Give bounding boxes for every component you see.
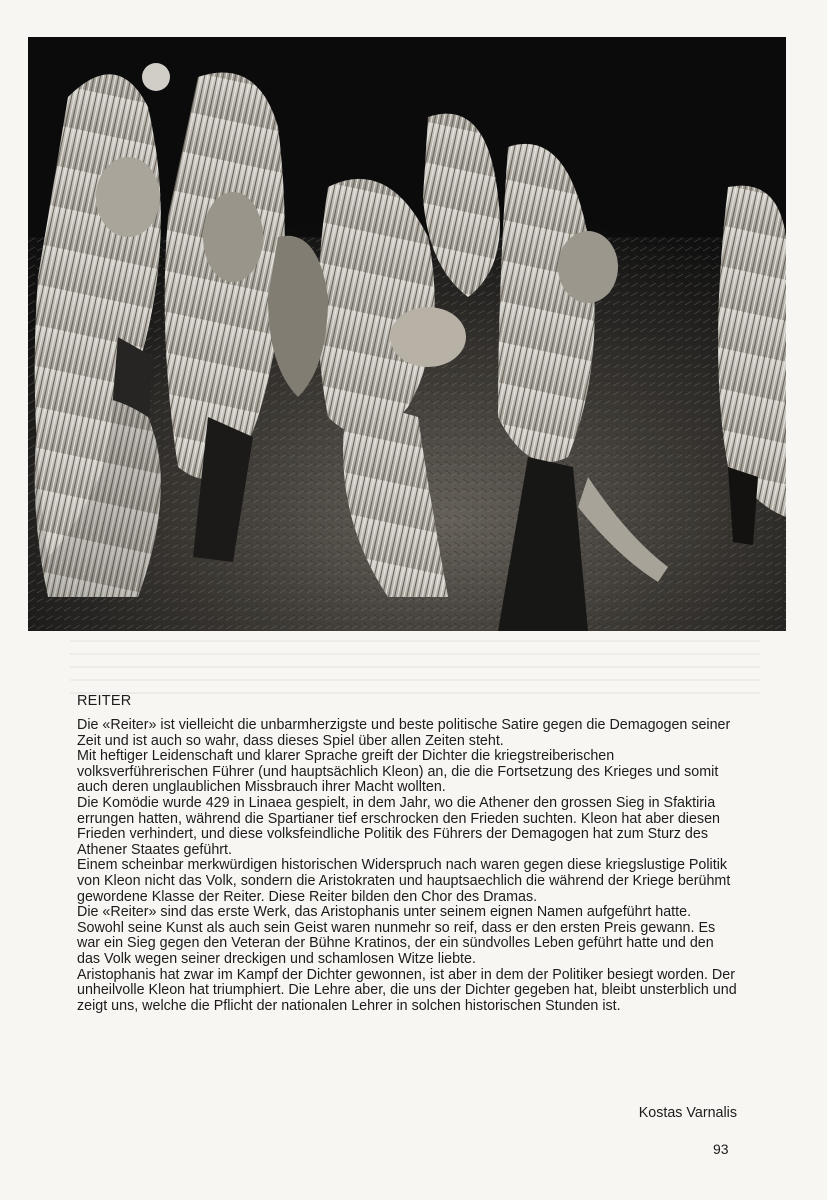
- article-paragraph: Aristophanis hat zwar im Kampf der Dichter gewonnen, ist aber in dem der Politiker besiegt worden. Der unheilvolle Kleon hat triumphiert. Die Lehre aber, die uns der Dichter gegeben hat, bleibt unsterblich und zeigt uns, welche die Pflicht der nationalen Lehrer in solchen historischen Stunden ist.: [77, 966, 737, 1014]
- show-through-texture: [70, 640, 760, 700]
- article: [77, 693, 737, 1014]
- article-paragraph: Mit heftiger Leidenschaft und klarer Sprache greift der Dichter die kriegstreiberischen volksverführerischen Führer (und hauptsächlich Kleon) an, die die Fortsetzung des Krieges und somit auch deren unglaublichen Missbrauch ihrer Macht wollten.: [77, 748, 719, 796]
- article-paragraph: Einem scheinbar merkwürdigen historischen Widerspruch nach waren gegen diese kriegslustige Politik von Kleon nicht das Volk, sondern die Aristokraten und hauptsaechlich die während der Kriege berühmt gewordene Klasse der Reiter. Diese Reiter bilden den Chor des Dramas.: [77, 857, 731, 905]
- article-paragraph: Die «Reiter» ist vielleicht die unbarmherzigste und beste politische Satire gegen die Demagogen seiner Zeit und ist auch so wahr, dass dieses Spiel über allen Zeiten steht.: [77, 717, 731, 749]
- article-paragraph: Die Komödie wurde 429 in Linaea gespielt, in dem Jahr, wo die Athener den grossen Sieg in Sfaktiria errungen hatten, während die Spartianer tief erschrocken den Frieden suchten. Kleon hat aber diesen Frieden verhindert, und diese volksfeindliche Politik des Führers der Demagogen hat zum Sturz des Athener Staates geführt.: [77, 794, 720, 858]
- dancers-in-straw-costumes-photo: [28, 37, 786, 631]
- author-signature: Kostas Varnalis: [638, 1105, 737, 1121]
- article-heading: REITER: [77, 693, 132, 709]
- article-paragraph: Die «Reiter» sind das erste Werk, das Aristophanis unter seinem eignen Namen aufgeführt hatte. Sowohl seine Kunst als auch sein Geist waren nunmehr so reif, dass er den ersten Preis gewann. Es war ein Sieg gegen den Veteran der Bühne Kratinos, der ein sündvolles Leben geführt hatte und den das Volk wegen seiner dreckigen und schamlosen Witze liebte.: [77, 904, 716, 967]
- page-number: 93: [713, 1141, 729, 1157]
- photo-illustration: [28, 37, 786, 631]
